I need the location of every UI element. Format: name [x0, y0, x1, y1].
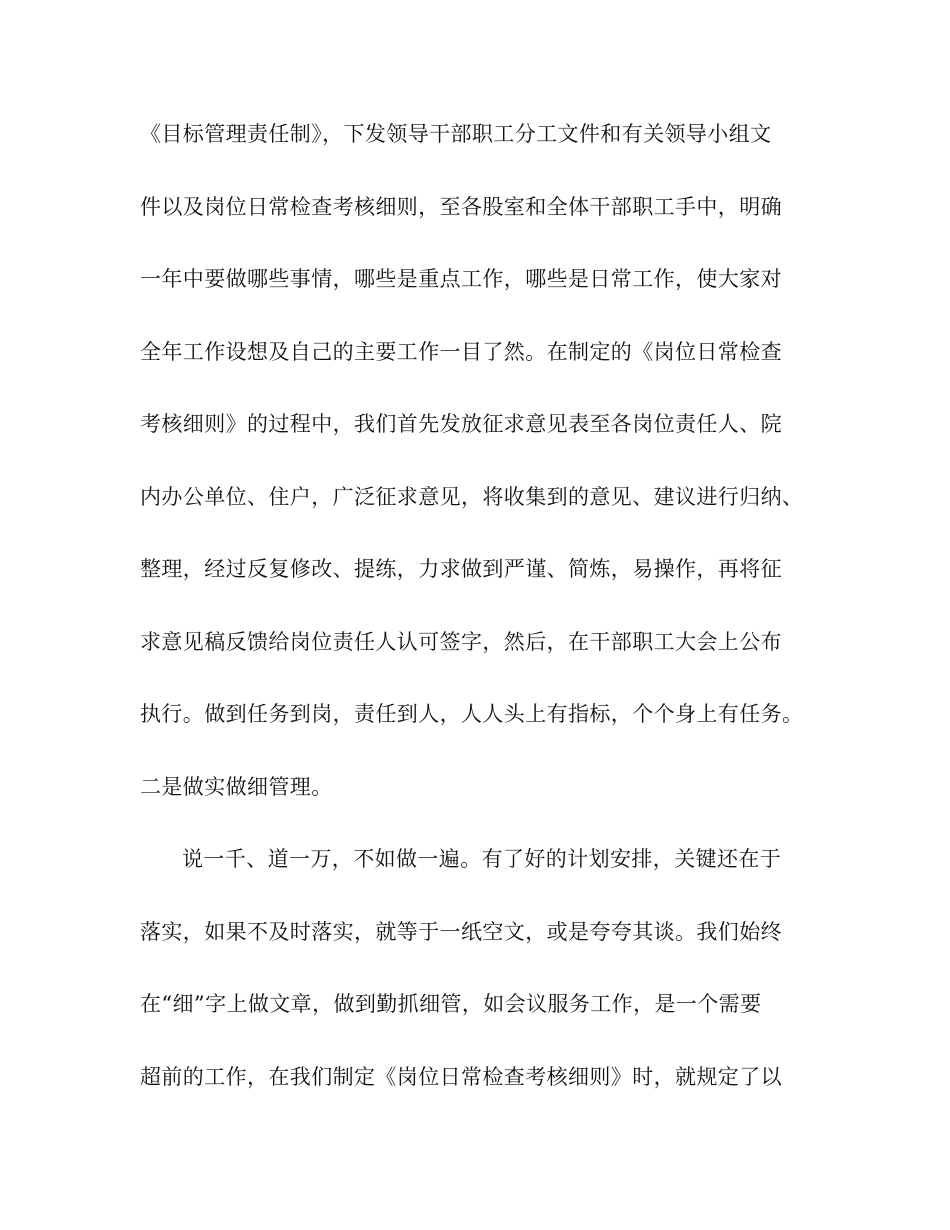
document-body	[140, 119, 812, 1134]
text-line: 求意见稿反馈给岗位责任人认可签字，然后，在干部职工大会上公布	[140, 629, 782, 654]
paragraph-first-line: 说一千、道一万，不如做一遍。有了好的计划安排，关键还在于	[182, 847, 782, 871]
text-line: 内办公单位、住户，广泛征求意见，将收集到的意见、建议进行归纳、	[140, 484, 804, 509]
section-heading: 二是做实做细管理。	[140, 774, 333, 799]
text-line: 在“细”字上做文章，做到勤抓细管，如会议服务工作，是一个需要	[140, 992, 762, 1016]
text-line: 考核细则》的过程中，我们首先发放征求意见表至各岗位责任人、院	[140, 412, 782, 436]
text-line: 件以及岗位日常检查考核细则，至各股室和全体干部职工手中，明确	[140, 194, 782, 219]
text-line: 全年工作设想及自己的主要工作一目了然。在制定的《岗位日常检查	[140, 339, 782, 364]
text-line: 整理，经过反复修改、提练，力求做到严谨、简炼，易操作，再将征	[140, 557, 782, 581]
text-line: 执行。做到任务到岗，责任到人，人人头上有指标，个个身上有任务。	[140, 702, 804, 726]
text-line: 超前的工作，在我们制定《岗位日常检查考核细则》时，就规定了以	[140, 1064, 782, 1089]
text-line: 《目标管理责任制》，下发领导干部职工分工文件和有关领导小组文	[140, 122, 772, 146]
text-line: 一年中要做哪些事情，哪些是重点工作，哪些是日常工作，使大家对	[140, 267, 782, 291]
text-line: 落实，如果不及时落实，就等于一纸空文，或是夸夸其谈。我们始终	[140, 919, 782, 944]
